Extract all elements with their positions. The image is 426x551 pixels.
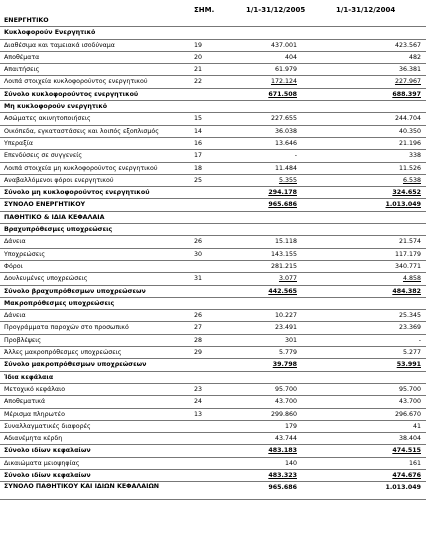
row-note: 24 [194, 398, 203, 406]
table-row [0, 150, 426, 162]
value-2004: 482 [408, 53, 421, 61]
table-row [0, 372, 426, 384]
row-label: Σύνολο κυκλοφορούντος ενεργητικού [4, 90, 139, 98]
value-2005: 483.323 [268, 471, 297, 479]
row-note: 30 [194, 250, 203, 258]
row-label: Μη κυκλοφορούν ενεργητικό [4, 103, 108, 111]
value-2004: 688.397 [392, 90, 421, 98]
value-2005: 61.979 [274, 66, 297, 74]
page-bottom [0, 544, 426, 551]
row-label: Λοιπά στοιχεία μη κυκλοφορούντος ενεργητικού [4, 164, 158, 172]
table-row [0, 273, 426, 285]
value-2004: 296.670 [394, 410, 421, 418]
value-2004: 21.574 [398, 238, 421, 246]
row-label: Διαθέσιμα και ταμειακά ισοδύναμα [4, 41, 115, 49]
value-2005: - [294, 152, 297, 160]
row-label: Βραχυπρόθεσμες υποχρεώσεις [4, 226, 113, 234]
value-2004: 6.538 [402, 176, 421, 184]
value-2004: 21.196 [398, 139, 421, 147]
table-row [0, 298, 426, 310]
table-row [0, 138, 426, 150]
row-label: Αποθέματα [4, 53, 40, 61]
row-label: Φόροι [4, 262, 23, 270]
value-2005: 281.215 [270, 262, 297, 270]
table-row [0, 359, 426, 371]
value-2004: 11.526 [398, 164, 421, 172]
value-2005: 299.860 [270, 410, 297, 418]
table-row [0, 64, 426, 76]
value-2004: 38.404 [398, 435, 421, 443]
table-row [0, 384, 426, 396]
value-2004: 338 [408, 152, 421, 160]
value-2004: 227.967 [394, 78, 421, 86]
row-label: Προγράμματα παροχών στο προσωπικό [4, 324, 129, 332]
value-2004: 117.179 [394, 250, 421, 258]
row-label: Σύνολο μη κυκλοφορούντος ενεργητικού [4, 189, 150, 197]
table-row [0, 126, 426, 138]
table-row [0, 212, 426, 224]
row-note: 29 [194, 349, 203, 357]
table-row [0, 52, 426, 64]
table-row [0, 445, 426, 457]
value-2004: 36.381 [398, 66, 421, 74]
value-2004: 474.676 [392, 471, 421, 479]
row-note: 28 [194, 336, 203, 344]
table-row [0, 286, 426, 298]
value-2004: 40.350 [398, 127, 421, 135]
value-2004: 161 [408, 459, 421, 467]
value-2005: 671.508 [268, 90, 297, 98]
table-row [0, 335, 426, 347]
value-2005: 10.227 [274, 312, 297, 320]
value-2004: 5.277 [402, 349, 421, 357]
header-2005: 1/1-31/12/2005 [246, 6, 306, 14]
value-2004: 1.013.049 [385, 201, 421, 209]
value-2005: 43.744 [274, 435, 297, 443]
row-note: 26 [194, 238, 203, 246]
value-2004: 41 [412, 422, 421, 430]
table-row [0, 396, 426, 408]
row-label: Δάνεια [4, 238, 26, 246]
row-label: Μέρισμα πληρωτέο [4, 410, 65, 418]
value-2005: 404 [284, 53, 297, 61]
value-2005: 483.183 [268, 447, 297, 455]
row-label: ΣΥΝΟΛΟ ΠΑΘΗΤΙΚΟΥ ΚΑΙ ΙΔΙΩΝ ΚΕΦΑΛΑΙΩΝ [4, 483, 160, 491]
value-2004: 340.771 [394, 262, 421, 270]
row-label: Λοιπά στοιχεία κυκλοφορούντος ενεργητικού [4, 78, 148, 86]
value-2004: 23.369 [398, 324, 421, 332]
value-2005: 965.686 [268, 484, 297, 492]
table-row [0, 322, 426, 334]
row-label: Δουλευμένες υποχρεώσεις [4, 275, 88, 283]
table-row [0, 224, 426, 236]
row-label: Υποχρεώσεις [4, 250, 46, 258]
table-row [0, 236, 426, 248]
value-2004: 484.382 [392, 287, 421, 295]
row-label: Αδιανέμητα κέρδη [4, 435, 63, 443]
table-row [0, 187, 426, 199]
value-2005: 13.646 [274, 139, 297, 147]
row-label: Δικαιώματα μειοψηφίας [4, 459, 80, 467]
table-row [0, 101, 426, 113]
row-label: Αναβαλλόμενοι φόροι ενεργητικού [4, 176, 114, 184]
value-2005: 43.700 [274, 398, 297, 406]
table-row [0, 347, 426, 359]
row-label: Μετοχικό κεφάλαιο [4, 385, 66, 393]
row-label: ΕΝΕΡΓΗΤΙΚΟ [4, 17, 49, 24]
value-2004: 1.013.049 [385, 484, 421, 492]
row-note: 23 [194, 385, 203, 393]
row-note: 18 [194, 164, 203, 172]
table-row [0, 261, 426, 273]
row-note: 27 [194, 324, 203, 332]
value-2005: 5.355 [278, 176, 297, 184]
row-label: Ίδια κεφάλαια [4, 373, 54, 381]
value-2005: 11.484 [274, 164, 297, 172]
value-2005: 442.565 [268, 287, 297, 295]
row-label: ΠΑΘΗΤΙΚΟ & ΙΔΙΑ ΚΕΦΑΛΑΙΑ [4, 213, 105, 221]
value-2005: 15.118 [274, 238, 297, 246]
table-row [0, 40, 426, 52]
table-row [0, 175, 426, 187]
table-row [0, 409, 426, 421]
row-note: 13 [194, 410, 203, 418]
value-2005: 95.700 [274, 385, 297, 393]
row-label: Μακροπρόθεσμες υποχρεώσεις [4, 299, 115, 307]
row-note: 17 [194, 152, 203, 160]
row-label: Συναλλαγματικές διαφορές [4, 422, 91, 430]
row-note: 31 [194, 275, 203, 283]
row-label: Απαιτήσεις [4, 66, 40, 74]
table-row [0, 433, 426, 445]
row-note: 21 [194, 66, 203, 74]
row-label: Ασώματες ακινητοποιήσεις [4, 115, 91, 123]
row-label: Άλλες μακροπρόθεσμες υποχρεώσεις [4, 349, 122, 357]
row-label: ΣΥΝΟΛΟ ΕΝΕΡΓΗΤΙΚΟΥ [4, 201, 86, 209]
value-2004: - [418, 336, 421, 344]
row-label: Αποθεματικά [4, 398, 46, 406]
table-body [0, 15, 426, 500]
value-2005: 5.779 [278, 349, 297, 357]
table-row [0, 199, 426, 211]
value-2004: 4.858 [402, 275, 421, 283]
row-label: Κυκλοφορούν Ενεργητικό [4, 29, 96, 37]
value-2005: 437.001 [270, 41, 297, 49]
row-label: Επενδύσεις σε συγγενείς [4, 152, 83, 160]
row-label: Σύνολο ιδίων κεφαλαίων [4, 471, 91, 479]
row-note: 15 [194, 115, 203, 123]
value-2004: 25.345 [398, 312, 421, 320]
value-2005: 172.124 [270, 78, 297, 86]
row-note: 20 [194, 53, 203, 61]
value-2005: 39.798 [272, 361, 297, 369]
row-label: Υπεραξία [4, 139, 33, 147]
value-2004: 324.652 [392, 189, 421, 197]
table-row [0, 249, 426, 261]
value-2004: 244.704 [394, 115, 421, 123]
row-note: 16 [194, 139, 203, 147]
value-2005: 140 [284, 459, 297, 467]
row-note: 26 [194, 312, 203, 320]
value-2005: 301 [284, 336, 297, 344]
table-row [0, 163, 426, 175]
row-note: 19 [194, 41, 203, 49]
value-2005: 23.491 [274, 324, 297, 332]
table-row [0, 310, 426, 322]
row-note: 25 [194, 176, 203, 184]
value-2004: 474.515 [392, 447, 421, 455]
value-2005: 294.178 [268, 189, 297, 197]
table-row [0, 421, 426, 433]
value-2005: 965.686 [268, 201, 297, 209]
header-2004: 1/1-31/12/2004 [336, 6, 396, 14]
value-2005: 227.655 [270, 115, 297, 123]
value-2004: 53.991 [396, 361, 421, 369]
table-row [0, 470, 426, 482]
value-2004: 423.567 [394, 41, 421, 49]
value-2004: 95.700 [398, 385, 421, 393]
table-row [0, 458, 426, 470]
value-2005: 36.038 [274, 127, 297, 135]
table-row [0, 15, 426, 27]
value-2005: 3.077 [278, 275, 297, 283]
row-label: Οικόπεδα, εγκαταστάσεις και λοιπός εξοπλισμός [4, 127, 159, 135]
value-2004: 43.700 [398, 398, 421, 406]
table-row [0, 113, 426, 125]
table-row [0, 27, 426, 39]
value-2005: 179 [284, 422, 297, 430]
row-label: Δάνεια [4, 312, 26, 320]
row-label: Σύνολο βραχυπρόθεσμων υποχρεώσεων [4, 287, 146, 295]
value-2005: 143.155 [270, 250, 297, 258]
table-row [0, 482, 426, 500]
table-row [0, 89, 426, 101]
row-note: 22 [194, 78, 203, 86]
header-note: ΣΗΜ. [194, 6, 215, 14]
row-label: Σύνολο ιδίων κεφαλαίων [4, 447, 91, 455]
row-label: Προβλέψεις [4, 336, 42, 344]
row-note: 14 [194, 127, 203, 135]
table-row [0, 76, 426, 88]
row-label: Σύνολο μακροπρόθεσμων υποχρεώσεων [4, 361, 147, 369]
